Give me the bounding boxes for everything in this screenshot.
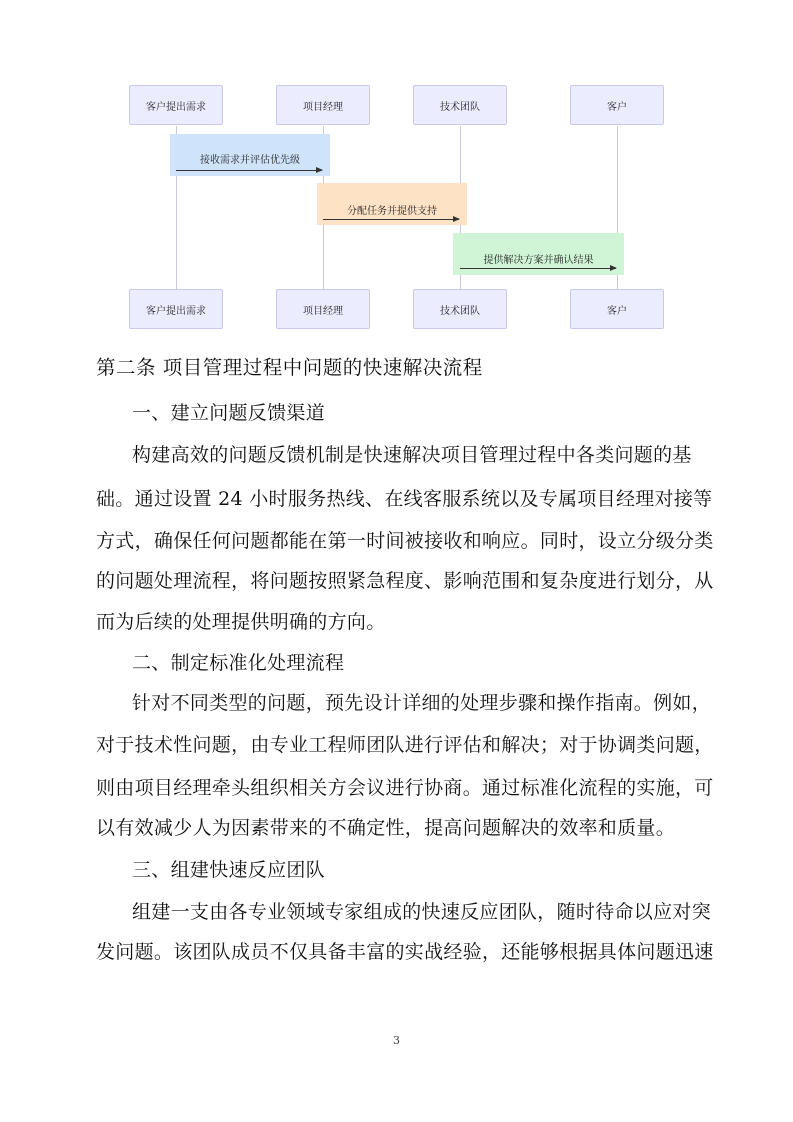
paragraph-1-line-2: 础。通过设置 24 小时服务热线、在线客服系统以及专属项目经理对接等 — [96, 488, 713, 510]
paragraph-3-line-1: 组建一支由各专业领域专家组成的快速反应团队，随时待命以应对突 — [132, 901, 712, 923]
actor-top-tech-team: 技术团队 — [413, 85, 507, 125]
message-arrow-3 — [460, 268, 616, 269]
message-label-2: 分配任务并提供支持 — [347, 206, 437, 217]
actor-bottom-customer-request: 客户提出需求 — [129, 289, 223, 329]
page-number: 3 — [393, 1034, 400, 1047]
actor-bottom-project-manager: 项目经理 — [276, 289, 370, 329]
actor-top-project-manager: 项目经理 — [276, 85, 370, 125]
message-label-3: 提供解决方案并确认结果 — [483, 255, 594, 266]
paragraph-1-line-3: 方式，确保任何问题都能在第一时间被接收和响应。同时，设立分级分类 — [96, 530, 714, 552]
paragraph-2-line-2: 对于技术性问题，由专业工程师团队进行评估和解决；对于协调类问题， — [96, 734, 714, 756]
paragraph-1-line-5: 而为后续的处理提供明确的方向。 — [96, 611, 386, 633]
subheading-2: 二、制定标准化处理流程 — [132, 652, 345, 674]
message-label-1: 接收需求并评估优先级 — [200, 155, 300, 166]
actor-bottom-tech-team: 技术团队 — [413, 289, 507, 329]
paragraph-3-line-2: 发问题。该团队成员不仅具备丰富的实战经验，还能够根据具体问题迅速 — [96, 941, 714, 963]
paragraph-2-line-3: 则由项目经理牵头组织相关方会议进行协商。通过标准化流程的实施，可 — [96, 777, 714, 799]
sequence-diagram — [0, 0, 793, 340]
subheading-3: 三、组建快速反应团队 — [132, 859, 326, 881]
message-arrow-1 — [176, 170, 322, 171]
paragraph-1-line-4: 的问题处理流程，将问题按照紧急程度、影响范围和复杂度进行划分，从 — [96, 570, 714, 592]
section-title: 第二条 项目管理过程中问题的快速解决流程 — [96, 356, 483, 379]
paragraph-2-line-1: 针对不同类型的问题，预先设计详细的处理步骤和操作指南。例如， — [132, 692, 712, 714]
actor-top-customer: 客户 — [570, 85, 664, 125]
paragraph-1-line-1: 构建高效的问题反馈机制是快速解决项目管理过程中各类问题的基 — [132, 444, 692, 466]
actor-top-customer-request: 客户提出需求 — [129, 85, 223, 125]
message-arrow-2 — [323, 219, 459, 220]
subheading-1: 一、建立问题反馈渠道 — [132, 402, 326, 424]
paragraph-2-line-4: 以有效减少人为因素带来的不确定性，提高问题解决的效率和质量。 — [96, 817, 676, 839]
actor-bottom-customer: 客户 — [570, 289, 664, 329]
